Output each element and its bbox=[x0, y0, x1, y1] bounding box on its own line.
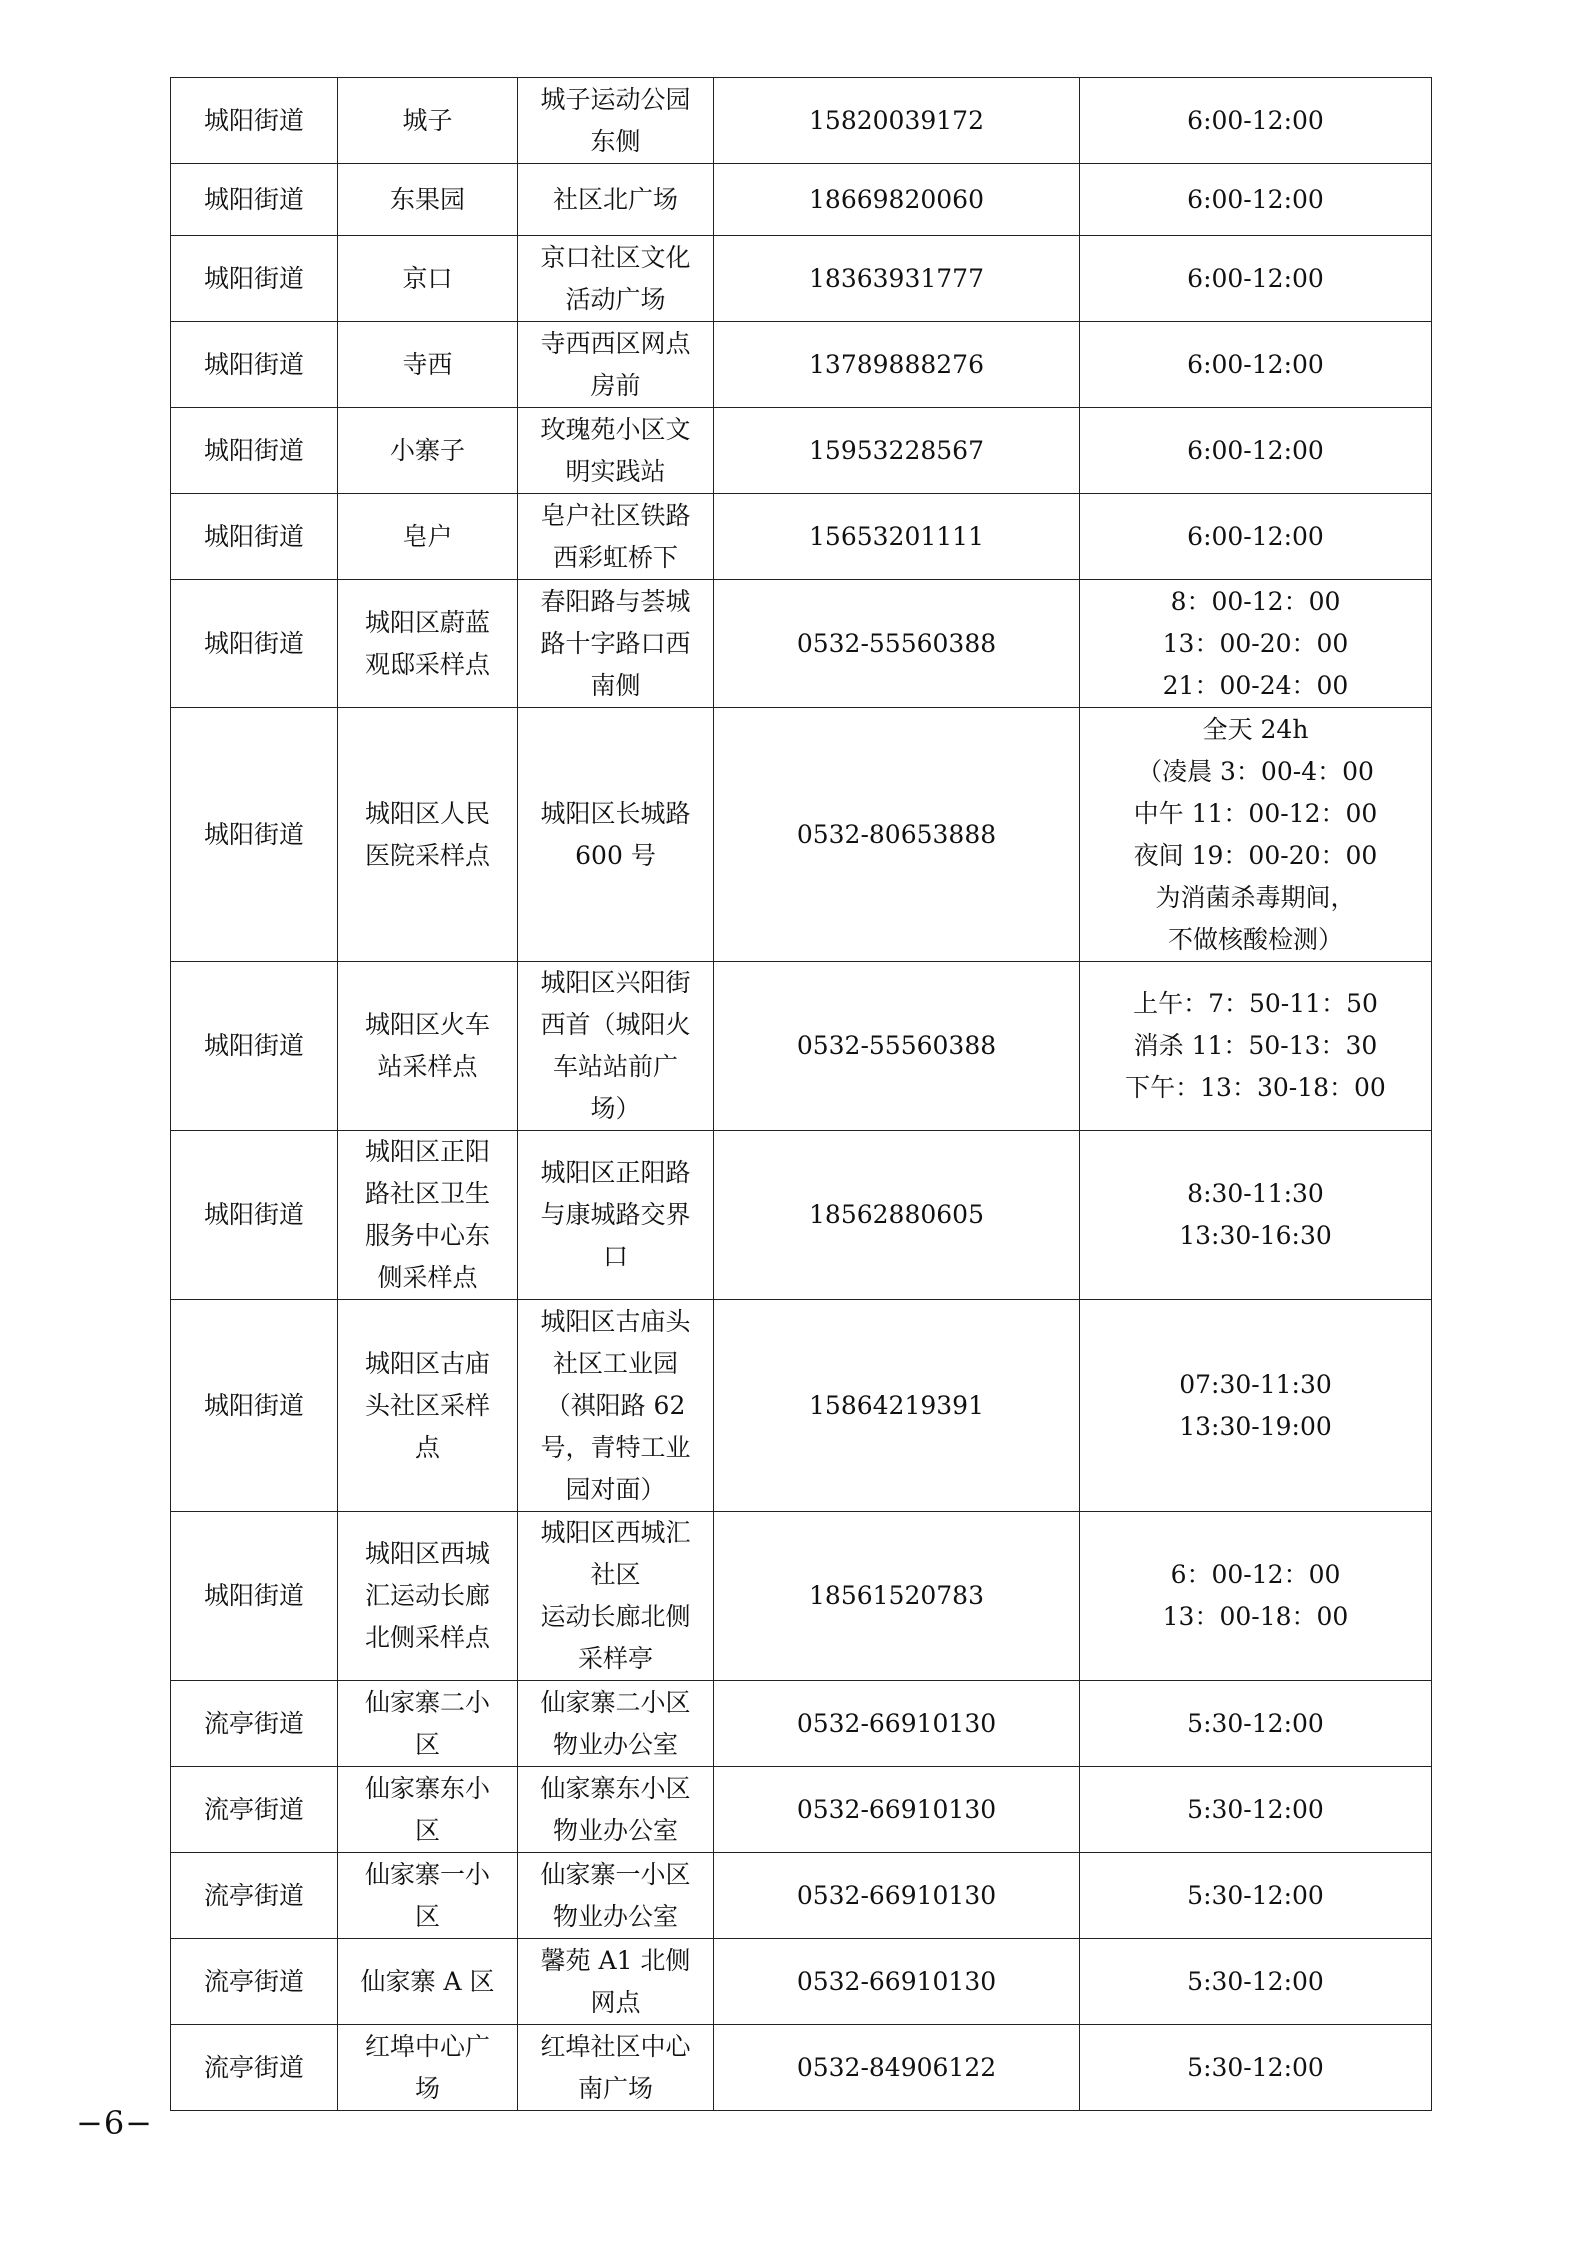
community-cell: 皂户 bbox=[338, 494, 518, 580]
location-cell: 仙家寨一小区 物业办公室 bbox=[518, 1853, 714, 1939]
community-cell: 城阳区蔚蓝 观邸采样点 bbox=[338, 580, 518, 708]
location-cell: 城阳区古庙头 社区工业园 （祺阳路 62 号，青特工业 园对面） bbox=[518, 1300, 714, 1512]
phone-cell: 0532-66910130 bbox=[714, 1853, 1080, 1939]
table-row bbox=[171, 1853, 1432, 1939]
phone-cell: 18562880605 bbox=[714, 1131, 1080, 1300]
location-cell: 红埠社区中心 南广场 bbox=[518, 2025, 714, 2111]
hours-cell: 5:30-12:00 bbox=[1080, 2025, 1432, 2111]
hours-cell: 8:30-11:30 13:30-16:30 bbox=[1080, 1131, 1432, 1300]
community-cell: 城子 bbox=[338, 78, 518, 164]
table-row bbox=[171, 78, 1432, 164]
street-cell: 流亭街道 bbox=[171, 1939, 338, 2025]
location-cell: 城阳区长城路 600 号 bbox=[518, 708, 714, 962]
street-cell: 城阳街道 bbox=[171, 708, 338, 962]
hours-cell: 6：00-12：00 13：00-18：00 bbox=[1080, 1512, 1432, 1681]
street-cell: 城阳街道 bbox=[171, 322, 338, 408]
hours-cell: 6:00-12:00 bbox=[1080, 164, 1432, 236]
table-row bbox=[171, 962, 1432, 1131]
location-cell: 城阳区西城汇 社区 运动长廊北侧 采样亭 bbox=[518, 1512, 714, 1681]
hours-cell: 6:00-12:00 bbox=[1080, 78, 1432, 164]
phone-cell: 18363931777 bbox=[714, 236, 1080, 322]
table-body bbox=[171, 78, 1432, 2111]
street-cell: 城阳街道 bbox=[171, 164, 338, 236]
street-cell: 城阳街道 bbox=[171, 1512, 338, 1681]
table-row bbox=[171, 494, 1432, 580]
hours-cell: 上午：7：50-11：50 消杀 11：50-13：30 下午：13：30-18：00 bbox=[1080, 962, 1432, 1131]
location-cell: 仙家寨东小区 物业办公室 bbox=[518, 1767, 714, 1853]
location-cell: 寺西西区网点 房前 bbox=[518, 322, 714, 408]
community-cell: 仙家寨一小 区 bbox=[338, 1853, 518, 1939]
location-cell: 馨苑 A1 北侧 网点 bbox=[518, 1939, 714, 2025]
community-cell: 小寨子 bbox=[338, 408, 518, 494]
page-number: −6− bbox=[76, 2104, 153, 2142]
community-cell: 红埠中心广 场 bbox=[338, 2025, 518, 2111]
location-cell: 春阳路与荟城 路十字路口西 南侧 bbox=[518, 580, 714, 708]
phone-cell: 0532-84906122 bbox=[714, 2025, 1080, 2111]
hours-cell: 5:30-12:00 bbox=[1080, 1681, 1432, 1767]
location-cell: 京口社区文化 活动广场 bbox=[518, 236, 714, 322]
location-cell: 玫瑰苑小区文 明实践站 bbox=[518, 408, 714, 494]
table-row bbox=[171, 1300, 1432, 1512]
table-row bbox=[171, 708, 1432, 962]
hours-cell: 6:00-12:00 bbox=[1080, 322, 1432, 408]
community-cell: 东果园 bbox=[338, 164, 518, 236]
phone-cell: 15820039172 bbox=[714, 78, 1080, 164]
table-row bbox=[171, 1131, 1432, 1300]
table-row bbox=[171, 1939, 1432, 2025]
street-cell: 城阳街道 bbox=[171, 580, 338, 708]
street-cell: 城阳街道 bbox=[171, 408, 338, 494]
street-cell: 城阳街道 bbox=[171, 78, 338, 164]
street-cell: 城阳街道 bbox=[171, 1300, 338, 1512]
community-cell: 寺西 bbox=[338, 322, 518, 408]
hours-cell: 5:30-12:00 bbox=[1080, 1767, 1432, 1853]
phone-cell: 0532-55560388 bbox=[714, 962, 1080, 1131]
location-cell: 社区北广场 bbox=[518, 164, 714, 236]
table-row bbox=[171, 236, 1432, 322]
community-cell: 城阳区古庙 头社区采样 点 bbox=[338, 1300, 518, 1512]
hours-cell: 8：00-12：00 13：00-20：00 21：00-24：00 bbox=[1080, 580, 1432, 708]
street-cell: 流亭街道 bbox=[171, 2025, 338, 2111]
community-cell: 仙家寨二小 区 bbox=[338, 1681, 518, 1767]
hours-cell: 6:00-12:00 bbox=[1080, 408, 1432, 494]
street-cell: 城阳街道 bbox=[171, 236, 338, 322]
location-cell: 城子运动公园 东侧 bbox=[518, 78, 714, 164]
community-cell: 城阳区西城 汇运动长廊 北侧采样点 bbox=[338, 1512, 518, 1681]
phone-cell: 0532-55560388 bbox=[714, 580, 1080, 708]
phone-cell: 15953228567 bbox=[714, 408, 1080, 494]
hours-cell: 07:30-11:30 13:30-19:00 bbox=[1080, 1300, 1432, 1512]
community-cell: 城阳区正阳 路社区卫生 服务中心东 侧采样点 bbox=[338, 1131, 518, 1300]
table-row bbox=[171, 322, 1432, 408]
phone-cell: 0532-66910130 bbox=[714, 1939, 1080, 2025]
location-cell: 皂户社区铁路 西彩虹桥下 bbox=[518, 494, 714, 580]
phone-cell: 0532-80653888 bbox=[714, 708, 1080, 962]
location-cell: 仙家寨二小区 物业办公室 bbox=[518, 1681, 714, 1767]
phone-cell: 18669820060 bbox=[714, 164, 1080, 236]
table-row bbox=[171, 1767, 1432, 1853]
street-cell: 流亭街道 bbox=[171, 1681, 338, 1767]
street-cell: 流亭街道 bbox=[171, 1853, 338, 1939]
phone-cell: 0532-66910130 bbox=[714, 1681, 1080, 1767]
phone-cell: 13789888276 bbox=[714, 322, 1080, 408]
location-cell: 城阳区兴阳街 西首（城阳火 车站站前广 场） bbox=[518, 962, 714, 1131]
street-cell: 城阳街道 bbox=[171, 494, 338, 580]
community-cell: 京口 bbox=[338, 236, 518, 322]
table-row bbox=[171, 1681, 1432, 1767]
phone-cell: 15653201111 bbox=[714, 494, 1080, 580]
community-cell: 城阳区火车 站采样点 bbox=[338, 962, 518, 1131]
community-cell: 仙家寨 A 区 bbox=[338, 1939, 518, 2025]
hours-cell: 6:00-12:00 bbox=[1080, 494, 1432, 580]
street-cell: 城阳街道 bbox=[171, 962, 338, 1131]
hours-cell: 全天 24h （凌晨 3：00-4：00 中午 11：00-12：00 夜间 19：00-20：00 为消菌杀毒期间， 不做核酸检测） bbox=[1080, 708, 1432, 962]
location-cell: 城阳区正阳路 与康城路交界 口 bbox=[518, 1131, 714, 1300]
phone-cell: 15864219391 bbox=[714, 1300, 1080, 1512]
table-row bbox=[171, 1512, 1432, 1681]
hours-cell: 5:30-12:00 bbox=[1080, 1853, 1432, 1939]
phone-cell: 18561520783 bbox=[714, 1512, 1080, 1681]
street-cell: 城阳街道 bbox=[171, 1131, 338, 1300]
street-cell: 流亭街道 bbox=[171, 1767, 338, 1853]
table-row bbox=[171, 164, 1432, 236]
sampling-sites-table bbox=[170, 77, 1432, 2111]
table-row bbox=[171, 580, 1432, 708]
community-cell: 仙家寨东小 区 bbox=[338, 1767, 518, 1853]
hours-cell: 6:00-12:00 bbox=[1080, 236, 1432, 322]
table-row bbox=[171, 408, 1432, 494]
hours-cell: 5:30-12:00 bbox=[1080, 1939, 1432, 2025]
community-cell: 城阳区人民 医院采样点 bbox=[338, 708, 518, 962]
phone-cell: 0532-66910130 bbox=[714, 1767, 1080, 1853]
table-row bbox=[171, 2025, 1432, 2111]
